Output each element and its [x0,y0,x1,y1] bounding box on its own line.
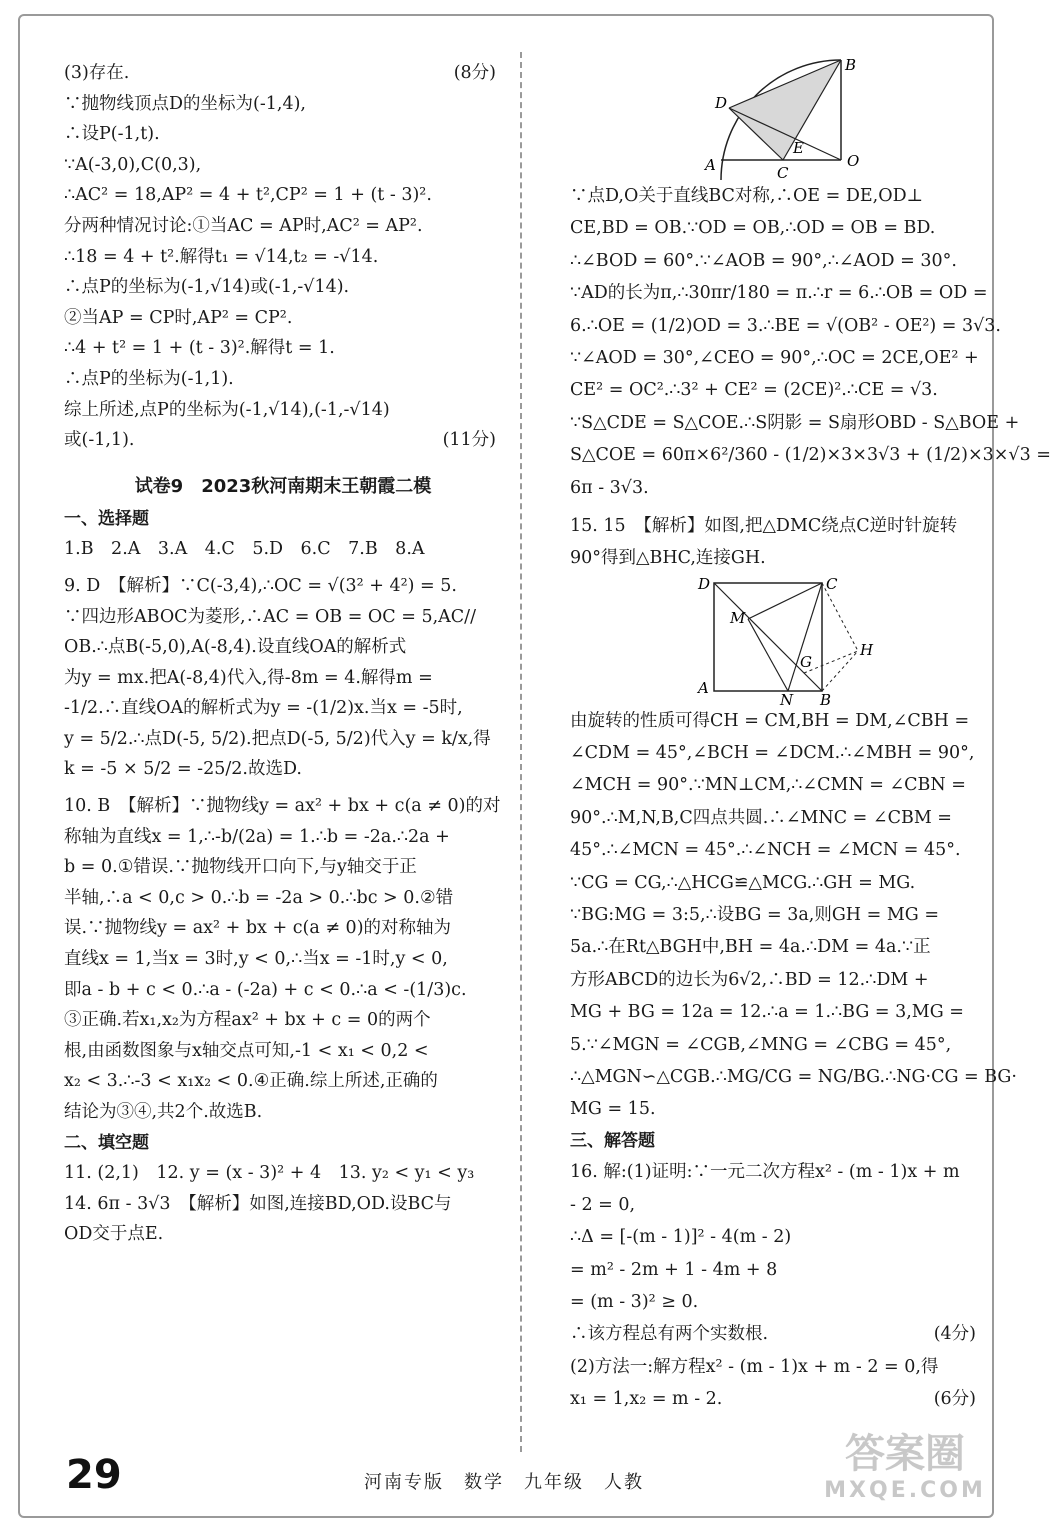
fig2-label: M [730,608,746,627]
shaded-region [729,60,841,160]
text-line: MG + BG = 12a = 12.∴a = 1.∴BG = 3,MG = [570,1002,964,1023]
text-line: (2)方法一:解方程x² - (m - 1)x + m - 2 = 0,得 [570,1356,939,1377]
text-line: y = 5/2.∴点D(-5, 5/2).把点D(-5, 5/2)代入y = k/x,得 [64,728,491,749]
text-line: OD交于点E. [64,1224,164,1245]
text-line: ∵A(-3,0),C(0,3), [64,154,202,175]
fig2-label: B [820,690,832,709]
fig2-label: H [860,640,874,659]
score-label: (4分) [933,1324,976,1345]
text-line: CE² = OC².∴3² + CE² = (2CE)².∴CE = √3. [570,380,938,401]
section-heading: 三、解答题 [570,1130,655,1151]
text-line: 10. B 【解析】∵抛物线y = ax² + bx + c(a ≠ 0)的对 [64,796,501,817]
text-line: 14. 6π - 3√3 【解析】如图,连接BD,OD.设BC与 [64,1193,452,1214]
text-line: 或(-1,1). (11分) [64,425,502,456]
paper-title: 试卷9 2023秋河南期末王朝霞二模 [134,475,432,497]
text-line: - 2 = 0, [570,1194,636,1215]
text-line: ∵抛物线顶点D的坐标为(-1,4), [64,93,306,114]
score-label: (6分) [933,1389,976,1410]
text-line: OB.∴点B(-5,0),A(-8,4).设直线OA的解析式 [64,637,407,658]
column-divider [520,52,522,1452]
watermark-url: MXQE.COM [824,1478,986,1503]
choice-answers: 1.B 2.A 3.A 4.C 5.D 6.C 7.B 8.A [64,539,425,560]
text-line: ∴设P(-1,t). [64,124,160,145]
text-line: -1/2.∴直线OA的解析式为y = -(1/2)x.当x = -5时, [64,698,463,719]
text-line: = m² - 2m + 1 - 4m + 8 [570,1259,778,1280]
score-label: (8分) [453,63,496,83]
text-line: (3)存在. (8分) [64,58,502,89]
text-line: S△COE = 60π×6²/360 - (1/2)×3×3√3 + (1/2)×3×√3 = [570,445,1051,466]
text-line: ∵∠AOD = 30°,∠CEO = 90°,∴OC = 2CE,OE² + [570,347,979,368]
text-line: CE,BD = OB.∵OD = OB,∴OD = OB = BD. [570,218,936,239]
text-line: 半轴,∴a < 0,c > 0.∴b = -2a > 0.∴bc > 0.②错 [64,887,454,908]
fig2-label: A [698,678,709,697]
section-heading: 一、选择题 [64,508,149,529]
text-line: 分两种情况讨论:①当AC = AP时,AC² = AP². [64,215,423,236]
text-line: 90°.∴M,N,B,C四点共圆.∴∠MNC = ∠CBM = [570,807,952,828]
fig2-label: D [698,574,711,593]
text-line: k = -5 × 5/2 = -25/2.故选D. [64,759,302,780]
text-line: 直线x = 1,当x = 3时,y < 0,∴当x = -1时,y < 0, [64,949,448,970]
text-line: ∴点P的坐标为(-1,√14)或(-1,-√14). [64,277,350,298]
score-label: (11分) [442,430,496,451]
section-heading: 二、填空题 [64,1132,149,1153]
text-line: 即a - b + c < 0.∴a - (-2a) + c < 0.∴a < -(1/3)c. [64,979,467,1000]
text-line: ∠CDM = 45°,∠BCH = ∠DCM.∴∠MBH = 90°, [570,743,975,764]
text-line: ∴AC² = 18,AP² = 4 + t²,CP² = 1 + (t - 3)². [64,185,432,206]
text-line: 6π - 3√3. [570,477,649,498]
text-line: 为y = mx.把A(-8,4)代入,得-8m = 4.解得m = [64,667,433,688]
text-line: 方形ABCD的边长为6√2,∴BD = 12.∴DM + [570,969,929,990]
text-line: 误.∵抛物线y = ax² + bx + c(a ≠ 0)的对称轴为 [64,918,452,939]
right-column [570,56,1051,1415]
page-footer: 河南专版 数学 九年级 人教 [364,1472,644,1493]
text-line: ②当AP = CP时,AP² = CP². [64,307,293,328]
text-line: ∠MCH = 90°.∵MN⊥CM,∴∠CMN = ∠CBN = [570,775,966,796]
text-line: ∴该方程总有两个实数根. (4分) [570,1318,982,1350]
text-line: 综上所述,点P的坐标为(-1,√14),(-1,-√14) [64,399,390,420]
fig1-label: O [847,152,860,170]
fig2-label: N [780,690,794,709]
text-line: ∴4 + t² = 1 + (t - 3)².解得t = 1. [64,338,335,359]
text-line: 结论为③④,共2个.故选B. [64,1102,263,1122]
text-line: 90°得到△BHC,连接GH. [570,548,766,569]
fig2-label: C [826,574,838,593]
text-line: 16. 解:(1)证明:∵一元二次方程x² - (m - 1)x + m [570,1162,960,1183]
text-line: ∴Δ = [-(m - 1)]² - 4(m - 2) [570,1227,792,1248]
text-line: 15. 15 【解析】如图,把△DMC绕点C逆时针旋转 [570,515,958,536]
text-line: ∵四边形ABOC为菱形,∴AC = OB = OC = 5,AC// [64,606,476,627]
text-line: ③正确.若x₁,x₂为方程ax² + bx + c = 0的两个 [64,1010,431,1031]
text-line: x₂ < 3.∴-3 < x₁x₂ < 0.④正确.综上所述,正确的 [64,1071,438,1092]
text-line: 称轴为直线x = 1,∴-b/(2a) = 1.∴b = -2a.∴2a + [64,826,450,847]
text-line: ∵S△CDE = S△COE.∴S阴影 = S扇形OBD - S△BOE + [570,412,1020,433]
page-number: 29 [66,1452,122,1498]
text-line: 45°.∴∠MCN = 45°.∴∠NCH = ∠MCN = 45°. [570,840,961,861]
text-line: 根,由函数图象与x轴交点可知,-1 < x₁ < 0,2 < [64,1040,429,1061]
text-line: x₁ = 1,x₂ = m - 2. (6分) [570,1383,982,1415]
fig1-label: A [705,156,716,174]
text-line: ∵CG = CG,∴△HCG≌△MCG.∴GH = MG. [570,872,916,893]
text-line: 9. D 【解析】∵C(-3,4),∴OC = √(3² + 4²) = 5. [64,575,457,596]
fig1-label: D [715,94,728,112]
text-line: 6.∴OE = (1/2)OD = 3.∴BE = √(OB² - OE²) = 3√3. [570,315,1001,336]
text-line: 11. (2,1) 12. y = (x - 3)² + 4 13. y₂ < y₁ < y₃ [64,1163,475,1184]
text-line: ∴∠BOD = 60°.∵∠AOB = 90°,∴∠AOD = 30°. [570,250,957,271]
text-line: ∵BG:MG = 3:5,∴设BG = 3a,则GH = MG = [570,905,939,926]
text-line: ∴△MGN∽△CGB.∴MG/CG = NG/BG.∴NG·CG = BG· [570,1066,1017,1087]
sector-figure [691,58,861,180]
text-line: ∴18 = 4 + t².解得t₁ = √14,t₂ = -√14. [64,246,379,267]
text-line: ∵点D,O关于直线BC对称,∴OE = DE,OD⊥ [570,186,924,206]
fig2-label: G [800,652,812,671]
text-line: 5.∵∠MGN = ∠CGB,∠MNG = ∠CBG = 45°, [570,1034,952,1055]
square-figure [676,574,876,709]
text-line: MG = 15. [570,1099,656,1120]
watermark-text: 答案圈 [845,1431,965,1477]
text-line: b = 0.①错误.∵抛物线开口向下,与y轴交于正 [64,857,417,878]
watermark-logo [820,1430,990,1520]
left-column [64,58,502,1250]
text-line: 5a.∴在Rt△BGH中,BH = 4a.∴DM = 4a.∵正 [570,937,931,958]
text-line: ∵AD的长为π,∴30πr/180 = π.∴r = 6.∴OB = OD = [570,283,988,304]
fig1-label: E [793,139,804,157]
fig1-label: C [777,164,789,182]
text-line: ∴点P的坐标为(-1,1). [64,368,234,389]
text-line: 由旋转的性质可得CH = CM,BH = DM,∠CBH = [570,710,970,731]
fig1-label: B [845,56,857,74]
text-line: = (m - 3)² ≥ 0. [570,1291,699,1312]
